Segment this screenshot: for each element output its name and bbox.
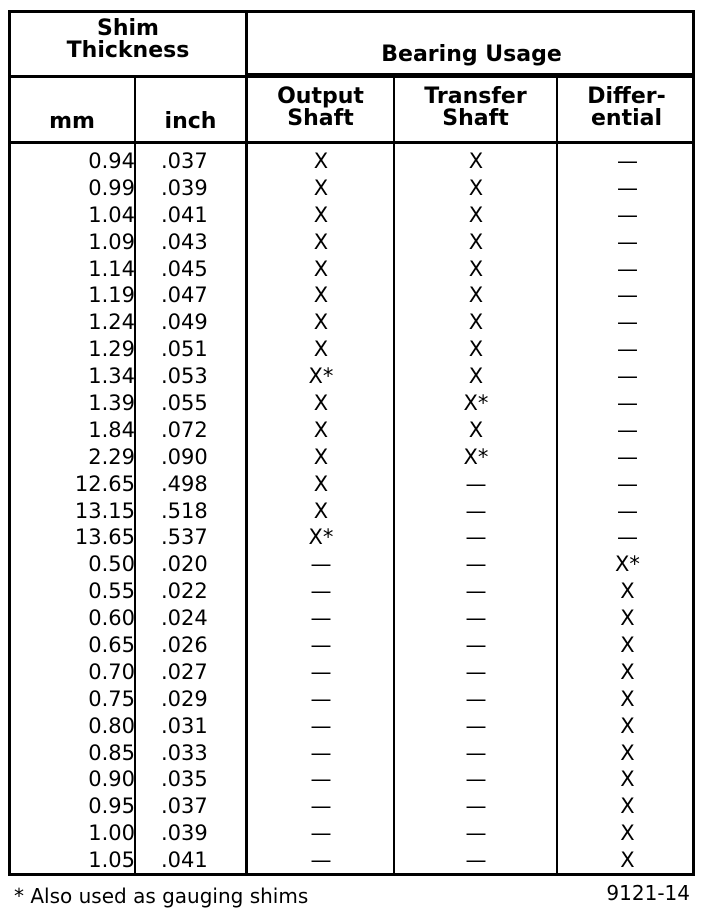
inch-cell: .498 (161, 471, 208, 496)
differential-cell: — (617, 310, 638, 335)
differential-cell: — (617, 444, 638, 469)
inch-cell: .518 (161, 498, 208, 523)
differential-cell: X (620, 740, 635, 765)
differential-cell: X (620, 633, 635, 658)
inch-cell: .043 (161, 229, 208, 254)
transfer-shaft-header (395, 86, 556, 130)
transfer-shaft-cell: — (465, 767, 487, 792)
column-divider-3 (393, 75, 395, 876)
differential-cell: — (617, 364, 638, 389)
mm-cell: 0.94 (88, 149, 135, 173)
mm-cell: 1.19 (88, 283, 135, 308)
output-shaft-cell: X (313, 337, 329, 362)
transfer-shaft-cell: X (468, 310, 484, 335)
mm-cell: 2.29 (88, 444, 135, 469)
mm-cell: 12.65 (74, 471, 135, 496)
output-shaft-cell: X (313, 229, 329, 254)
differential-cell: — (617, 175, 638, 200)
differential-cell: X (620, 606, 635, 631)
output-shaft-cell: X (313, 498, 329, 523)
output-shaft-cell: — (310, 740, 332, 765)
transfer-shaft-cell: — (465, 713, 487, 738)
output-shaft-line2: Shaft (287, 106, 354, 131)
mm-cell: 1.39 (88, 391, 135, 416)
differential-line2: ential (590, 106, 663, 131)
shim-thickness-line1: Shim (97, 16, 159, 41)
mm-cell: 1.04 (88, 202, 135, 227)
mm-cell: 13.65 (74, 525, 135, 550)
output-shaft-column (249, 148, 393, 874)
transfer-shaft-cell: — (465, 579, 487, 604)
header-divider-bottom (8, 141, 695, 144)
column-divider-4 (556, 75, 558, 876)
mm-cell: 13.15 (74, 498, 135, 523)
transfer-shaft-cell: — (465, 686, 487, 711)
inch-cell: .039 (161, 821, 208, 846)
differential-header (558, 86, 695, 130)
inch-cell: .037 (161, 794, 208, 819)
output-shaft-line1: Output (277, 84, 364, 109)
transfer-shaft-cell: X (468, 283, 484, 308)
inch-cell: .053 (161, 364, 208, 389)
output-shaft-cell: — (310, 821, 332, 846)
differential-cell: — (617, 417, 638, 442)
output-shaft-cell: X (313, 256, 329, 281)
mm-cell: 0.70 (88, 659, 135, 684)
transfer-shaft-cell: X (468, 202, 484, 227)
output-shaft-cell: X (313, 202, 329, 227)
differential-cell: — (617, 471, 638, 496)
differential-cell: X* (615, 552, 640, 577)
output-shaft-cell: — (310, 686, 332, 711)
differential-cell: — (617, 229, 638, 254)
output-shaft-cell: X (313, 417, 329, 442)
differential-cell: X (620, 713, 635, 738)
differential-cell: X (620, 686, 635, 711)
output-shaft-cell: X (313, 444, 329, 469)
transfer-shaft-cell: X (468, 337, 484, 362)
mm-header: mm (49, 109, 95, 134)
inch-cell: .047 (161, 283, 208, 308)
transfer-shaft-line2: Shaft (442, 106, 509, 131)
inch-header: inch (164, 109, 217, 134)
mm-cell: 1.34 (88, 364, 135, 389)
inch-cell: .035 (161, 767, 208, 792)
inch-cell: .537 (161, 525, 208, 550)
column-divider-2 (245, 10, 248, 876)
transfer-shaft-cell: — (465, 659, 487, 684)
inch-cell: .027 (161, 659, 208, 684)
differential-cell: — (617, 149, 638, 173)
inch-cell: .029 (161, 686, 208, 711)
output-shaft-cell: — (310, 848, 332, 873)
inch-cell: .041 (161, 202, 208, 227)
inch-cell: .090 (161, 444, 208, 469)
mm-cell: 1.14 (88, 256, 135, 281)
output-shaft-cell: — (310, 633, 332, 658)
mm-cell: 1.00 (88, 821, 135, 846)
output-shaft-cell: X (313, 283, 329, 308)
inch-cell: .039 (161, 175, 208, 200)
figure-code: 9121-14 (606, 881, 690, 905)
differential-cell: — (617, 391, 638, 416)
differential-cell: — (617, 498, 638, 523)
differential-cell: — (617, 525, 638, 550)
output-shaft-cell: X (313, 471, 329, 496)
inch-cell: .055 (161, 391, 208, 416)
inch-cell: .020 (161, 552, 208, 577)
differential-cell: X (620, 848, 635, 873)
transfer-shaft-cell: — (465, 794, 487, 819)
transfer-shaft-cell: X (468, 149, 484, 173)
transfer-shaft-cell: X* (463, 391, 489, 416)
differential-cell: X (620, 579, 635, 604)
transfer-shaft-cell: X (468, 364, 484, 389)
differential-cell: — (617, 337, 638, 362)
header-divider-main (8, 75, 695, 78)
transfer-shaft-cell: X (468, 175, 484, 200)
mm-cell: 0.80 (88, 713, 135, 738)
output-shaft-cell: — (310, 579, 332, 604)
differential-column (560, 148, 695, 874)
inch-cell: .031 (161, 713, 208, 738)
inch-cell: .041 (161, 848, 208, 873)
transfer-shaft-cell: X* (463, 444, 489, 469)
output-shaft-header (248, 86, 393, 130)
transfer-shaft-cell: — (465, 606, 487, 631)
transfer-shaft-column (396, 148, 556, 874)
output-shaft-cell: X* (308, 364, 334, 389)
output-shaft-cell: — (310, 713, 332, 738)
output-shaft-cell: X* (308, 525, 334, 550)
mm-cell: 0.99 (88, 175, 135, 200)
mm-cell: 0.55 (88, 579, 135, 604)
transfer-shaft-cell: — (465, 498, 487, 523)
output-shaft-cell: X (313, 310, 329, 335)
mm-cell: 1.05 (88, 848, 135, 873)
output-shaft-cell: — (310, 794, 332, 819)
output-shaft-cell: — (310, 552, 332, 577)
differential-cell: — (617, 283, 638, 308)
inch-cell: .072 (161, 417, 208, 442)
output-shaft-cell: X (313, 149, 329, 173)
output-shaft-cell: — (310, 606, 332, 631)
footnote: * Also used as gauging shims (14, 884, 309, 908)
transfer-shaft-cell: X (468, 229, 484, 254)
output-shaft-cell: X (313, 175, 329, 200)
mm-cell: 0.65 (88, 633, 135, 658)
differential-cell: — (617, 256, 638, 281)
transfer-shaft-cell: X (468, 256, 484, 281)
inch-cell: .045 (161, 256, 208, 281)
inch-cell: .033 (161, 740, 208, 765)
transfer-shaft-cell: — (465, 552, 487, 577)
transfer-shaft-cell: — (465, 848, 487, 873)
bearing-usage-header: Bearing Usage (381, 42, 562, 67)
mm-cell: 0.95 (88, 794, 135, 819)
differential-cell: X (620, 794, 635, 819)
differential-cell: X (620, 767, 635, 792)
transfer-shaft-cell: — (465, 740, 487, 765)
differential-cell: X (620, 659, 635, 684)
transfer-shaft-line1: Transfer (424, 84, 527, 109)
inch-cell: .022 (161, 579, 208, 604)
inch-cell: .026 (161, 633, 208, 658)
mm-cell: 0.75 (88, 686, 135, 711)
mm-cell: 1.24 (88, 310, 135, 335)
mm-cell: 0.50 (88, 552, 135, 577)
transfer-shaft-cell: — (465, 471, 487, 496)
shim-thickness-line2: Thickness (66, 38, 190, 63)
mm-cell: 0.60 (88, 606, 135, 631)
inch-cell: .049 (161, 310, 208, 335)
inch-cell: .037 (161, 149, 208, 173)
mm-cell: 0.85 (88, 740, 135, 765)
transfer-shaft-cell: — (465, 821, 487, 846)
mm-cell: 1.84 (88, 417, 135, 442)
differential-cell: X (620, 821, 635, 846)
inch-cell: .024 (161, 606, 208, 631)
mm-cell: 1.29 (88, 337, 135, 362)
transfer-shaft-cell: — (465, 633, 487, 658)
inch-cell: .051 (161, 337, 208, 362)
output-shaft-cell: — (310, 659, 332, 684)
shim-thickness-header (10, 18, 246, 62)
output-shaft-cell: — (310, 767, 332, 792)
differential-cell: — (617, 202, 638, 227)
transfer-shaft-cell: — (465, 525, 487, 550)
inch-column (161, 148, 241, 874)
output-shaft-cell: X (313, 391, 329, 416)
differential-line1: Differ- (587, 84, 666, 109)
transfer-shaft-cell: X (468, 417, 484, 442)
mm-column (30, 148, 135, 874)
mm-cell: 1.09 (88, 229, 135, 254)
mm-cell: 0.90 (88, 767, 135, 792)
